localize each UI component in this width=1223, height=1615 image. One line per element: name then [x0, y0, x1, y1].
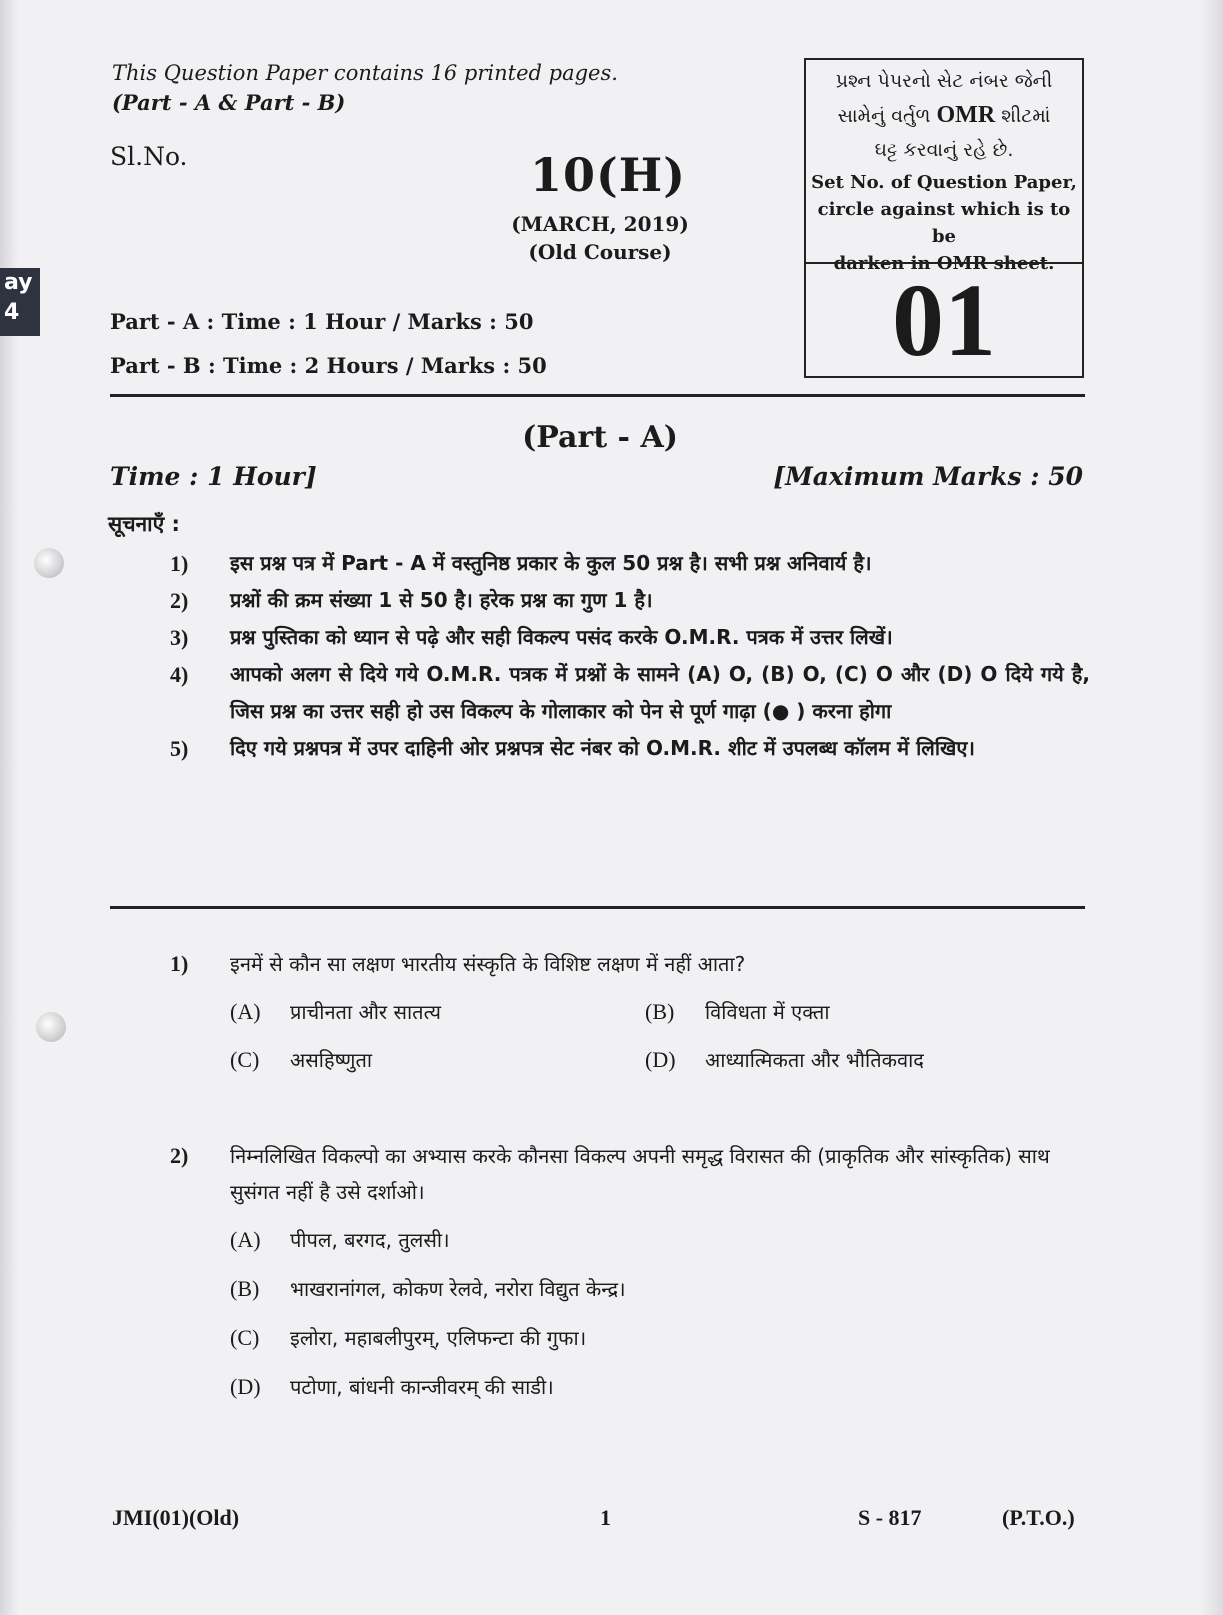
instruction-number: 5) [170, 736, 189, 761]
guj-line-1: પ્રશ્ન પેપરનો સેટ નંબર જેની [835, 70, 1053, 92]
eng-line-2: circle against which is to be [817, 199, 1071, 247]
instruction-number: 2) [170, 588, 189, 613]
eng-line-3: darken in OMR sheet. [833, 253, 1055, 274]
question-1 [170, 946, 1090, 1078]
parts-info: (Part - A & Part - B) [112, 90, 346, 115]
instructions-label: सूचनाएँ : [108, 512, 180, 536]
gujarati-instruction [806, 60, 1082, 167]
side-tab-marker [0, 268, 40, 336]
side-tab-line2: 4 [4, 300, 20, 325]
option-label: (B) [645, 999, 675, 1024]
part-time: Time : 1 Hour] [110, 462, 317, 491]
eng-line-1: Set No. of Question Paper, [811, 172, 1077, 193]
option-text: भाखरानांगल, कोकण रेलवे, नरोरा विद्युत केन्द्र। [290, 1277, 626, 1301]
option-text: विविधता में एक्ता [705, 1000, 830, 1024]
option-text: पीपल, बरगद, तुलसी। [290, 1228, 450, 1252]
guj-line-2-post: શીટમાં [995, 105, 1051, 127]
options [230, 994, 1090, 1078]
instruction-text: इस प्रश्न पत्र में Part - A में वस्तुनिष्ठ प्रकार के कुल 50 प्रश्न है। सभी प्रश्न अनिवार्य है। [230, 551, 872, 575]
question-stem [170, 946, 1090, 982]
header-rule [110, 394, 1085, 397]
option-c [230, 1320, 1090, 1356]
instruction-item [170, 582, 1090, 619]
pages-info: This Question Paper contains 16 printed pages. [112, 61, 618, 85]
option-c [230, 1042, 645, 1078]
option-a [230, 994, 645, 1030]
instruction-number: 1) [170, 551, 189, 576]
footer-code: JMI(01)(Old) [112, 1505, 240, 1530]
option-b [645, 994, 1060, 1030]
option-text: इलोरा, महाबलीपुरम्, एलिफन्टा की गुफा। [290, 1326, 587, 1350]
instruction-number: 3) [170, 625, 189, 650]
scan-right-edge [1201, 0, 1223, 1615]
option-label: (D) [230, 1374, 261, 1399]
option-d [645, 1042, 1060, 1078]
instructions-rule [110, 906, 1085, 909]
exam-session: (MARCH, 2019) [511, 212, 689, 236]
option-b [230, 1271, 1090, 1307]
option-label: (C) [230, 1325, 260, 1350]
question-number: 2) [170, 1143, 189, 1168]
guj-line-3: ઘટ્ટ કરવાનું રહે છે. [874, 139, 1014, 161]
instruction-item [170, 619, 1090, 656]
guj-line-2-pre: સામેનું વર્તુળ [837, 105, 937, 127]
max-marks: [Maximum Marks : 50 [773, 462, 1083, 491]
part-b-timing: Part - B : Time : 2 Hours / Marks : 50 [110, 353, 547, 378]
option-label: (D) [645, 1047, 676, 1072]
set-number: 01 [892, 263, 996, 378]
option-label: (A) [230, 1227, 261, 1252]
instruction-item [170, 545, 1090, 582]
page-number: 1 [600, 1505, 611, 1530]
serial-number-label: Sl.No. [110, 142, 188, 171]
options [230, 1222, 1090, 1405]
exam-details [500, 210, 700, 266]
scan-left-edge [0, 0, 18, 1615]
instruction-item [170, 730, 1090, 767]
question-text: निम्नलिखित विकल्पो का अभ्यास करके कौनसा विकल्प अपनी समृद्ध विरासत की (प्राकृतिक और सांस्कृतिक) साथ सुसंगत नहीं है उसे दर्शाओ। [230, 1144, 1050, 1204]
option-a [230, 1222, 1090, 1258]
option-text: प्राचीनता और सातत्य [290, 1000, 441, 1024]
instruction-text: आपको अलग से दिये गये O.M.R. पत्रक में प्रश्नों के सामने (A) O, (B) O, (C) O और (D) O दिये गये है, जिस प्रश्न का उत्तर सही हो उस विकल्प के गोलाकार को पेन से पूर्ण गाढ़ा (● ) करना होगा [230, 662, 1090, 723]
part-a-timing: Part - A : Time : 1 Hour / Marks : 50 [110, 309, 534, 334]
footer-serial: S - 817 [858, 1505, 922, 1530]
punch-hole-icon [34, 548, 64, 578]
instruction-number: 4) [170, 662, 189, 687]
instruction-text: प्रश्न पुस्तिका को ध्यान से पढ़े और सही विकल्प पसंद करके O.M.R. पत्रक में उत्तर लिखें। [230, 625, 893, 649]
question-number: 1) [170, 951, 189, 976]
option-d [230, 1369, 1090, 1405]
side-tab-line1: ay [4, 270, 33, 295]
question-text: इनमें से कौन सा लक्षण भारतीय संस्कृति के विशिष्ट लक्षण में नहीं आता? [230, 952, 746, 976]
course-type: (Old Course) [528, 240, 672, 264]
punch-hole-icon [36, 1012, 66, 1042]
question-stem [170, 1138, 1090, 1210]
instruction-text: दिए गये प्रश्नपत्र में उपर दाहिनी ओर प्रश्नपत्र सेट नंबर को O.M.R. शीट में उपलब्ध कॉलम में लिखिए। [230, 736, 975, 760]
question-2 [170, 1138, 1090, 1418]
option-label: (B) [230, 1276, 260, 1301]
english-instruction [806, 169, 1082, 277]
option-text: असहिष्णुता [290, 1048, 373, 1072]
instruction-text: प्रश्नों की क्रम संख्या 1 से 50 है। हरेक प्रश्न का गुण 1 है। [230, 588, 653, 612]
paper-info [112, 58, 618, 118]
guj-line-2 [806, 98, 1082, 133]
part-title: (Part - A) [522, 420, 678, 455]
pto-note: (P.T.O.) [1002, 1505, 1075, 1530]
part-timings [110, 300, 547, 388]
set-number-box [804, 58, 1084, 378]
option-label: (C) [230, 1047, 260, 1072]
paper-code: 10(H) [530, 148, 687, 202]
option-label: (A) [230, 999, 261, 1024]
option-text: आध्यात्मिकता और भौतिकवाद [705, 1048, 924, 1072]
guj-line-2-omr: OMR [936, 102, 996, 128]
instruction-item [170, 656, 1090, 730]
instructions-list [170, 545, 1090, 767]
option-text: पटोणा, बांधनी कान्जीवरम् की साडी। [290, 1375, 554, 1399]
